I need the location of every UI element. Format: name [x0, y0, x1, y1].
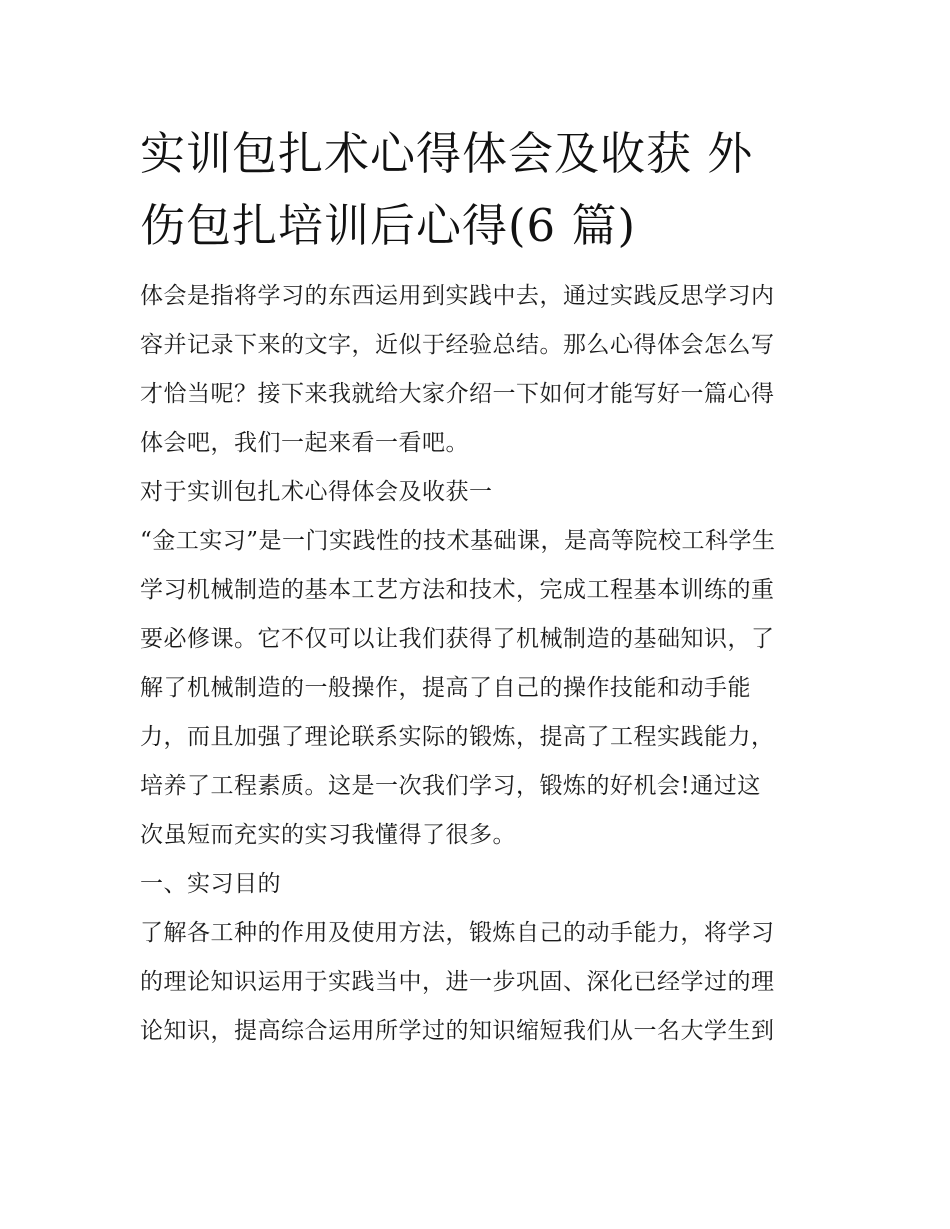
- subsection-heading: [140, 860, 812, 909]
- text-line: 体会吧，我们一起来看一看吧。: [140, 430, 469, 456]
- text-line: 解了机械制造的一般操作，提高了自己的操作技能和动手能: [140, 675, 751, 701]
- text-line: 力，而且加强了理论联系实际的锻炼，提高了工程实践能力，: [140, 724, 775, 750]
- title-line: 实训包扎术心得体会及收获 外: [140, 127, 754, 180]
- text-line: 学习机械制造的基本工艺方法和技术，完成工程基本训练的重: [140, 577, 775, 603]
- text-line: “金工实习”是一门实践性的技术基础课，是高等院校工科学生: [140, 528, 776, 554]
- text-line: 培养了工程素质。这是一次我们学习，锻炼的好机会!通过这: [140, 773, 761, 799]
- text-line: 体会是指将学习的东西运用到实践中去，通过实践反思学习内: [140, 283, 775, 309]
- text-line: 要必修课。它不仅可以让我们获得了机械制造的基础知识，了: [140, 626, 775, 652]
- text-line: 对于实训包扎术心得体会及收获一: [140, 479, 493, 505]
- text-line: 一、实习目的: [140, 871, 281, 897]
- text-line: 的理论知识运用于实践当中，进一步巩固、深化已经学过的理: [140, 969, 775, 995]
- body-paragraph: [140, 909, 812, 1056]
- text-line: 才恰当呢？接下来我就给大家介绍一下如何才能写好一篇心得: [140, 381, 775, 407]
- title-line: 伤包扎培训后心得(6 篇): [140, 199, 637, 252]
- text-line: 次虽短而充实的实习我懂得了很多。: [140, 822, 516, 848]
- text-line: 容并记录下来的文字，近似于经验总结。那么心得体会怎么写: [140, 332, 775, 358]
- section-heading: [140, 468, 812, 517]
- document-content: [140, 118, 812, 1056]
- intro-paragraph: [140, 272, 812, 468]
- text-line: 了解各工种的作用及使用方法，锻炼自己的动手能力，将学习: [140, 920, 775, 946]
- body-paragraph: [140, 517, 812, 860]
- document-title: [140, 118, 812, 262]
- text-line: 论知识，提高综合运用所学过的知识缩短我们从一名大学生到: [140, 1018, 775, 1044]
- document-body: [140, 272, 812, 1056]
